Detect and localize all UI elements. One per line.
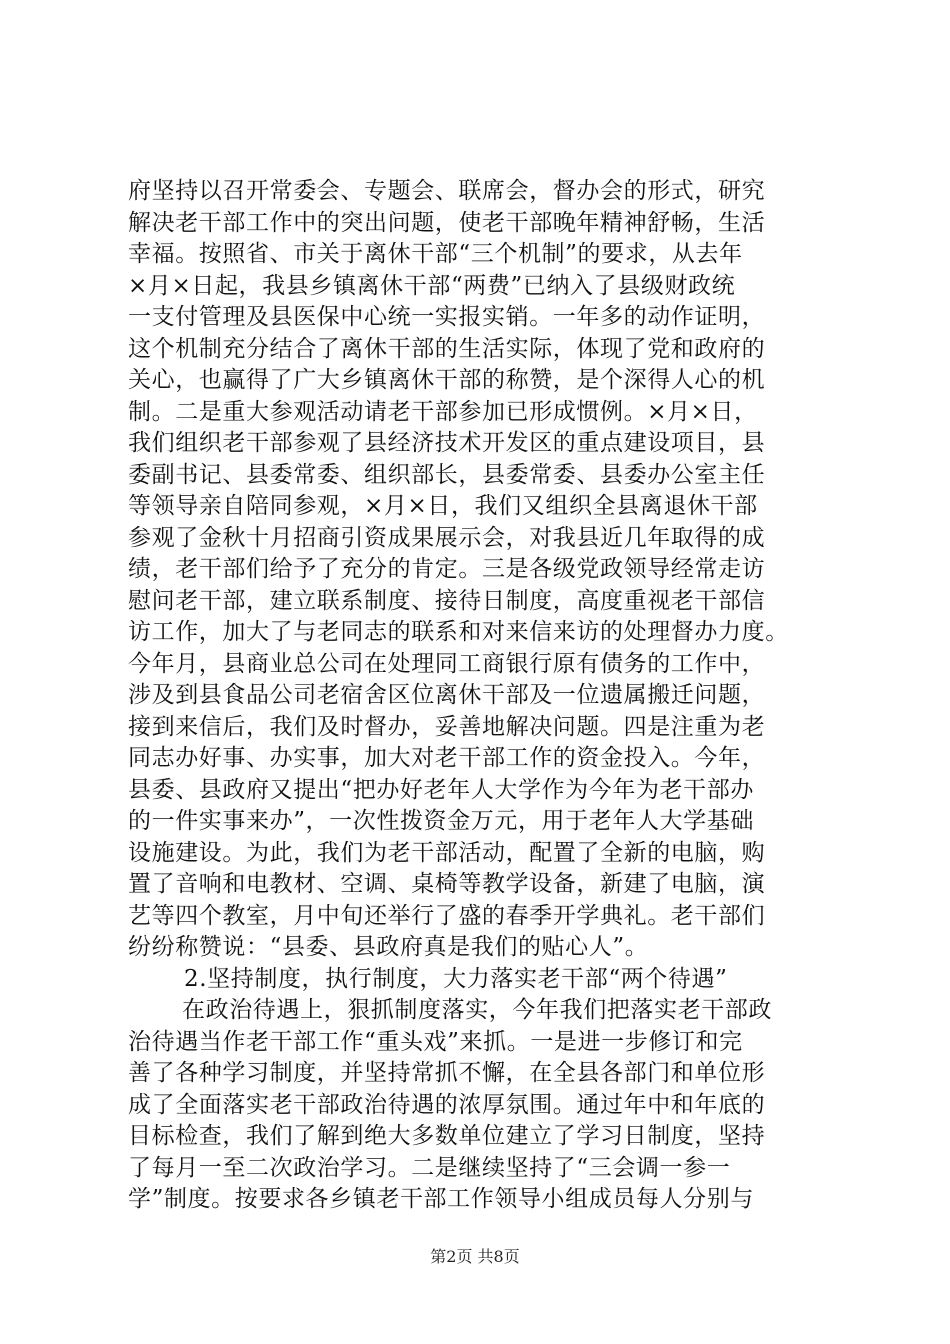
text-line: 学”制度。按要求各乡镇老干部工作领导小组成员每人分别与 xyxy=(128,1186,754,1212)
text-line: 委副书记、县委常委、组织部长，县委常委、县委办公室主任 xyxy=(128,461,766,488)
text-line: 这个机制充分结合了离休干部的生活实际，体现了党和政府的 xyxy=(128,335,766,362)
text-line: 同志办好事、办实事，加大对老干部工作的资金投入。今年， xyxy=(128,745,766,771)
document-body xyxy=(128,176,848,1216)
text-line: 置了音响和电教材、空调、桌椅等教学设备，新建了电脑，演 xyxy=(128,871,766,897)
text-line: ×月×日起，我县乡镇离休干部“两费”已纳入了县级财政统 xyxy=(128,272,736,299)
text-line: 关心，也赢得了广大乡镇离休干部的称赞，是个深得人心的机 xyxy=(128,367,766,393)
text-line: 接到来信后，我们及时督办，妥善地解决问题。四是注重为老 xyxy=(128,713,766,740)
text-line: 访工作，加大了与老同志的联系和对来信来访的处理督办力度。 xyxy=(128,619,789,645)
text-line: 参观了金秋十月招商引资成果展示会，对我县近几年取得的成 xyxy=(128,524,766,551)
text-line: 目标检查，我们了解到绝大多数单位建立了学习日制度，坚持 xyxy=(128,1123,766,1149)
text-line: 一支付管理及县医保中心统一实报实销。一年多的动作证明， xyxy=(128,304,766,330)
text-line: 今年月，县商业总公司在处理同工商银行原有债务的工作中， xyxy=(128,650,766,677)
text-line: 等领导亲自陪同参观，×月×日，我们又组织全县离退休干部 xyxy=(128,493,758,519)
text-line: 艺等四个教室，月中旬还举行了盛的春季开学典礼。老干部们 xyxy=(128,902,766,929)
text-line: 解决老干部工作中的突出问题，使老干部晚年精神舒畅，生活 xyxy=(128,209,766,236)
text-line: 成了全面落实老干部政治待遇的浓厚氛围。通过年中和年底的 xyxy=(128,1091,766,1118)
text-line: 慰问老干部，建立联系制度、接待日制度，高度重视老干部信 xyxy=(128,587,766,614)
text-line: 府坚持以召开常委会、专题会、联席会，督办会的形式，研究 xyxy=(128,178,766,204)
text-line: 幸福。按照省、市关于离休干部“三个机制”的要求，从去年 xyxy=(128,241,743,267)
text-line: 纷纷称赞说：“县委、县政府真是我们的贴心人”。 xyxy=(128,934,649,960)
text-line: 县委、县政府又提出“把办好老年人大学作为今年为老干部办 xyxy=(128,776,754,803)
text-line: 制。二是重大参观活动请老干部参加已形成惯例。×月×日， xyxy=(128,398,758,425)
text-line: 绩，老干部们给予了充分的肯定。三是各级党政领导经常走访 xyxy=(128,556,766,582)
text-line: 治待遇当作老干部工作“重头戏”来抓。一是进一步修订和完 xyxy=(128,1028,743,1055)
section-heading: 2.坚持制度，执行制度，大力落实老干部“两个待遇” xyxy=(184,965,728,992)
text-line: 我们组织老干部参观了县经济技术开发区的重点建设项目，县 xyxy=(128,430,766,456)
text-line: 涉及到县食品公司老宿舍区位离休干部及一位遗属搬迁问题， xyxy=(128,682,766,708)
text-line: 的一件实事来办”，一次性拨资金万元，用于老年人大学基础 xyxy=(128,808,754,834)
page-footer: 第2页 共8页 xyxy=(430,1247,520,1266)
text-line: 了每月一至二次政治学习。二是继续坚持了“三会调一参一 xyxy=(128,1154,731,1181)
text-line: 设施建设。为此，我们为老干部活动，配置了全新的电脑，购 xyxy=(128,839,766,866)
text-line: 善了各种学习制度，并坚持常抓不懈，在全县各部门和单位形 xyxy=(128,1060,766,1086)
text-line: 在政治待遇上，狠抓制度落实，今年我们把落实老干部政 xyxy=(182,997,772,1023)
